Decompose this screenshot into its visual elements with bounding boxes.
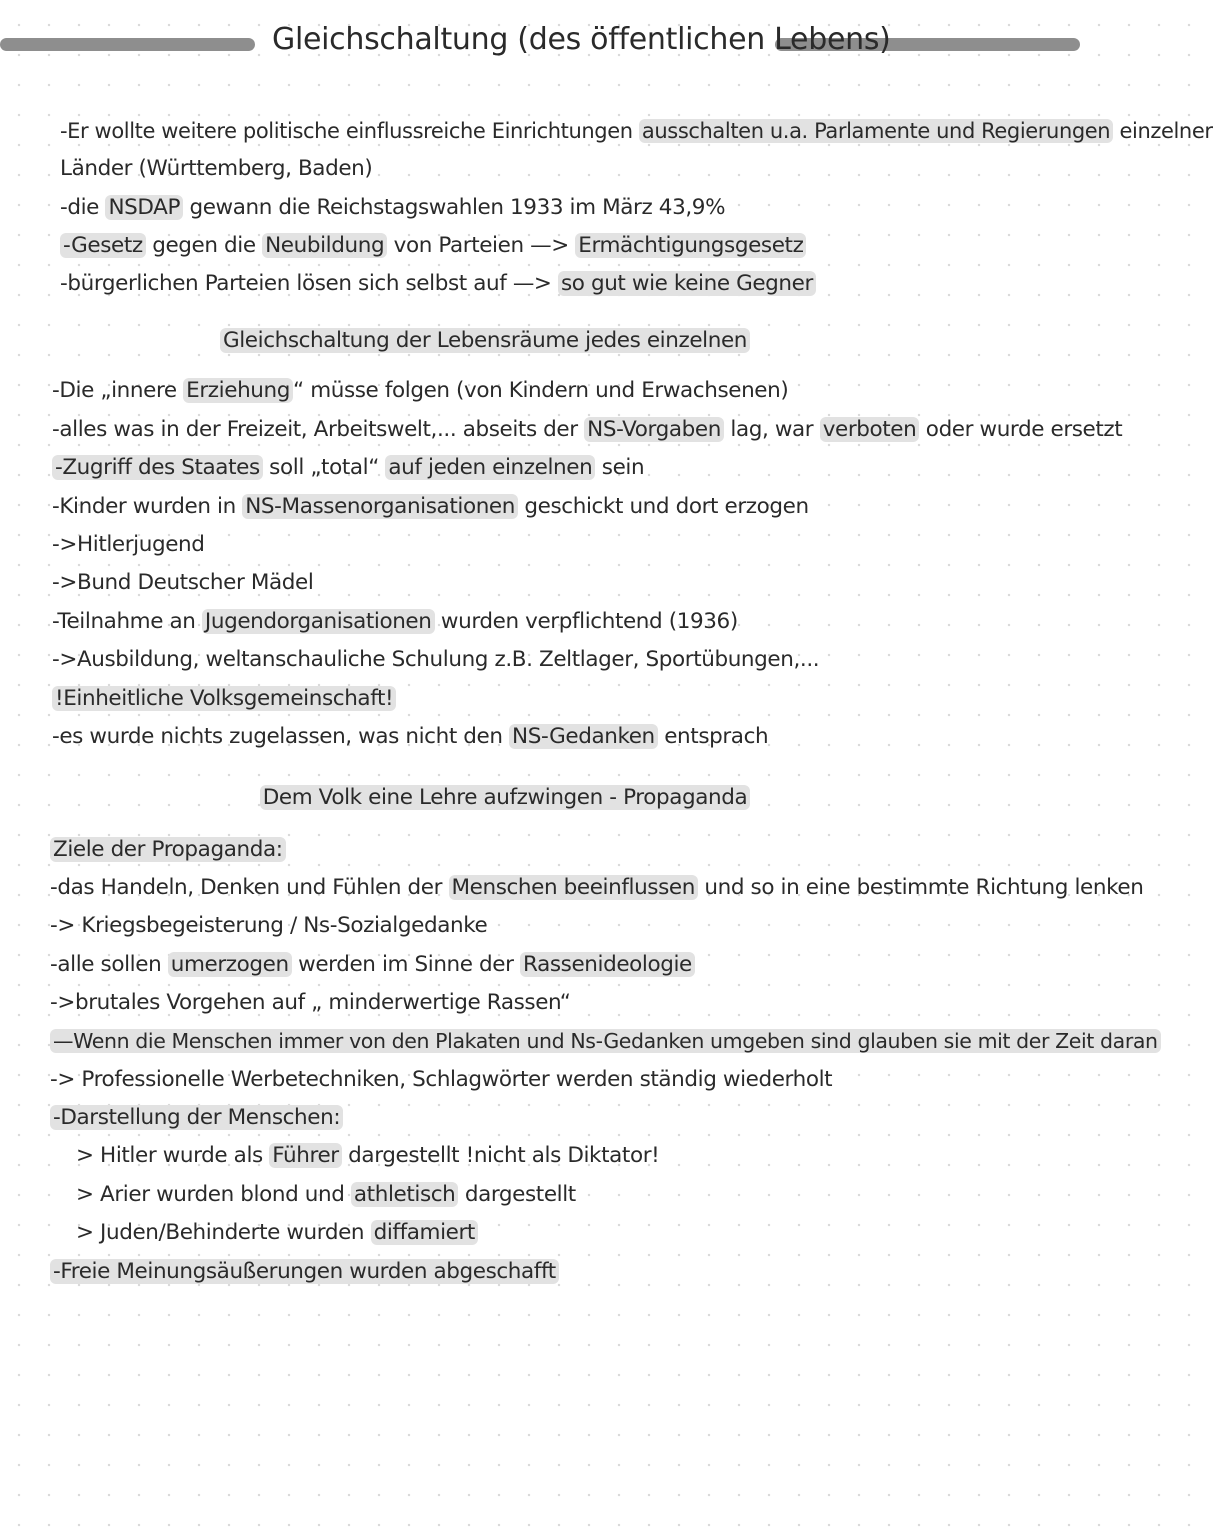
text-segment: -das Handeln, Denken und Fühlen der [50, 875, 449, 900]
note-line [52, 645, 819, 675]
text-segment: -Die „innere [52, 378, 184, 403]
text-segment: -bürgerlichen Parteien lösen sich selbst auf —> [60, 271, 558, 296]
highlighted-text: Rassenideologie [520, 952, 695, 977]
text-segment: dargestellt [458, 1182, 576, 1207]
highlighted-text: NS-Massenorganisationen [242, 494, 518, 519]
title-decoration-left [0, 38, 255, 51]
text-segment: -alle sollen [50, 952, 168, 977]
highlighted-text: umerzogen [168, 952, 292, 977]
text-segment: geschickt und dort erzogen [517, 494, 809, 519]
highlighted-text: Neubildung [262, 233, 387, 258]
highlighted-text: auf jeden einzelnen [385, 455, 595, 480]
highlighted-text: —Wenn die Menschen immer von den Plakaten und Ns-Gedanken umgeben sind glauben sie mit der Zeit daran [50, 1029, 1161, 1053]
note-line [60, 193, 725, 223]
note-line [50, 1257, 559, 1287]
note-line [60, 231, 806, 261]
note-line [52, 722, 768, 752]
note-line [52, 684, 396, 714]
text-segment: gewann die Reichstagswahlen 1933 im März 43,9% [183, 195, 726, 220]
text-segment: oder wurde ersetzt [919, 417, 1123, 442]
highlighted-text: Ermächtigungsgesetz [575, 233, 806, 258]
text-segment: > Arier wurden blond und [76, 1182, 351, 1207]
highlighted-text: -Darstellung der Menschen: [50, 1105, 343, 1130]
note-line [52, 376, 788, 406]
note-line [52, 415, 1122, 445]
highlighted-text: NSDAP [105, 195, 183, 220]
section-heading-text: Gleichschaltung der Lebensräume jedes einzelnen [220, 328, 750, 353]
highlighted-text: Erziehung [183, 378, 293, 403]
note-line [50, 988, 570, 1018]
text-segment: soll „total“ [262, 455, 386, 480]
text-segment: -> Professionelle Werbetechniken, Schlagwörter werden ständig wiederholt [50, 1067, 833, 1092]
note-line [76, 1218, 478, 1248]
text-segment: ->brutales Vorgehen auf „ minderwertige Rassen“ [50, 990, 571, 1015]
note-line [60, 154, 372, 184]
highlighted-text: Menschen beeinflussen [449, 875, 698, 900]
note-line [50, 1103, 343, 1133]
highlighted-text: ausschalten u.a. Parlamente und Regierungen [639, 119, 1113, 143]
note-line [50, 1065, 832, 1095]
text-segment: von Parteien —> [387, 233, 576, 258]
highlighted-text: Ziele der Propaganda: [50, 837, 286, 862]
note-line [52, 530, 205, 560]
text-segment: ->Bund Deutscher Mädel [52, 570, 314, 595]
section-heading [0, 326, 970, 356]
highlighted-text: Jugendorganisationen [202, 609, 435, 634]
text-segment: sein [595, 455, 645, 480]
text-segment: “ müsse folgen (von Kindern und Erwachsenen) [293, 378, 789, 403]
highlighted-text: -Freie Meinungsäußerungen wurden abgeschafft [50, 1259, 559, 1284]
text-segment: dargestellt !nicht als Diktator! [341, 1143, 660, 1168]
highlighted-text: athletisch [351, 1182, 459, 1207]
section-heading [0, 783, 1010, 813]
text-segment: > Hitler wurde als [76, 1143, 270, 1168]
highlighted-text: !Einheitliche Volksgemeinschaft! [52, 686, 396, 711]
note-line [60, 269, 816, 299]
note-line [52, 453, 644, 483]
text-segment: gegen die [145, 233, 263, 258]
highlighted-text: NS-Gedanken [509, 724, 658, 749]
highlighted-text: verboten [820, 417, 920, 442]
note-line [76, 1141, 659, 1171]
note-line [52, 492, 809, 522]
text-segment: -alles was in der Freizeit, Arbeitswelt,... abseits der [52, 417, 585, 442]
note-line [52, 568, 313, 598]
note-line [52, 607, 738, 637]
text-segment: -es wurde nichts zugelassen, was nicht den [52, 724, 510, 749]
section-heading-text: Dem Volk eine Lehre aufzwingen - Propaganda [260, 785, 751, 810]
text-segment: lag, war [723, 417, 820, 442]
text-segment: -Kinder wurden in [52, 494, 243, 519]
note-line [60, 116, 1213, 146]
text-segment: ->Hitlerjugend [52, 532, 205, 557]
highlighted-text: -Zugriff des Staates [52, 455, 263, 480]
highlighted-text: diffamiert [371, 1220, 478, 1245]
text-segment: ->Ausbildung, weltanschauliche Schulung z.B. Zeltlager, Sportübungen,... [52, 647, 820, 672]
note-line [50, 911, 487, 941]
text-segment: Länder (Württemberg, Baden) [60, 156, 373, 181]
text-segment: und so in eine bestimmte Richtung lenken [697, 875, 1144, 900]
text-segment: -die [60, 195, 106, 220]
note-line [76, 1180, 576, 1210]
text-segment: -Er wollte weitere politische einflussreiche Einrichtungen [60, 119, 639, 143]
text-segment: -> Kriegsbegeisterung / Ns-Sozialgedanke [50, 913, 488, 938]
highlighted-text: -Gesetz [60, 233, 146, 258]
highlighted-text: Führer [269, 1143, 341, 1168]
note-line [50, 873, 1143, 903]
note-line [50, 835, 286, 865]
text-segment: -Teilnahme an [52, 609, 202, 634]
text-segment: einzelner [1113, 119, 1213, 143]
note-line [50, 1026, 1161, 1056]
text-segment: wurden verpflichtend (1936) [434, 609, 738, 634]
page-title: Gleichschaltung (des öffentlichen Lebens) [272, 22, 891, 57]
text-segment: > Juden/Behinderte wurden [76, 1220, 371, 1245]
highlighted-text: NS-Vorgaben [584, 417, 724, 442]
text-segment: entsprach [657, 724, 769, 749]
text-segment: werden im Sinne der [291, 952, 520, 977]
highlighted-text: so gut wie keine Gegner [558, 271, 816, 296]
note-line [50, 950, 695, 980]
